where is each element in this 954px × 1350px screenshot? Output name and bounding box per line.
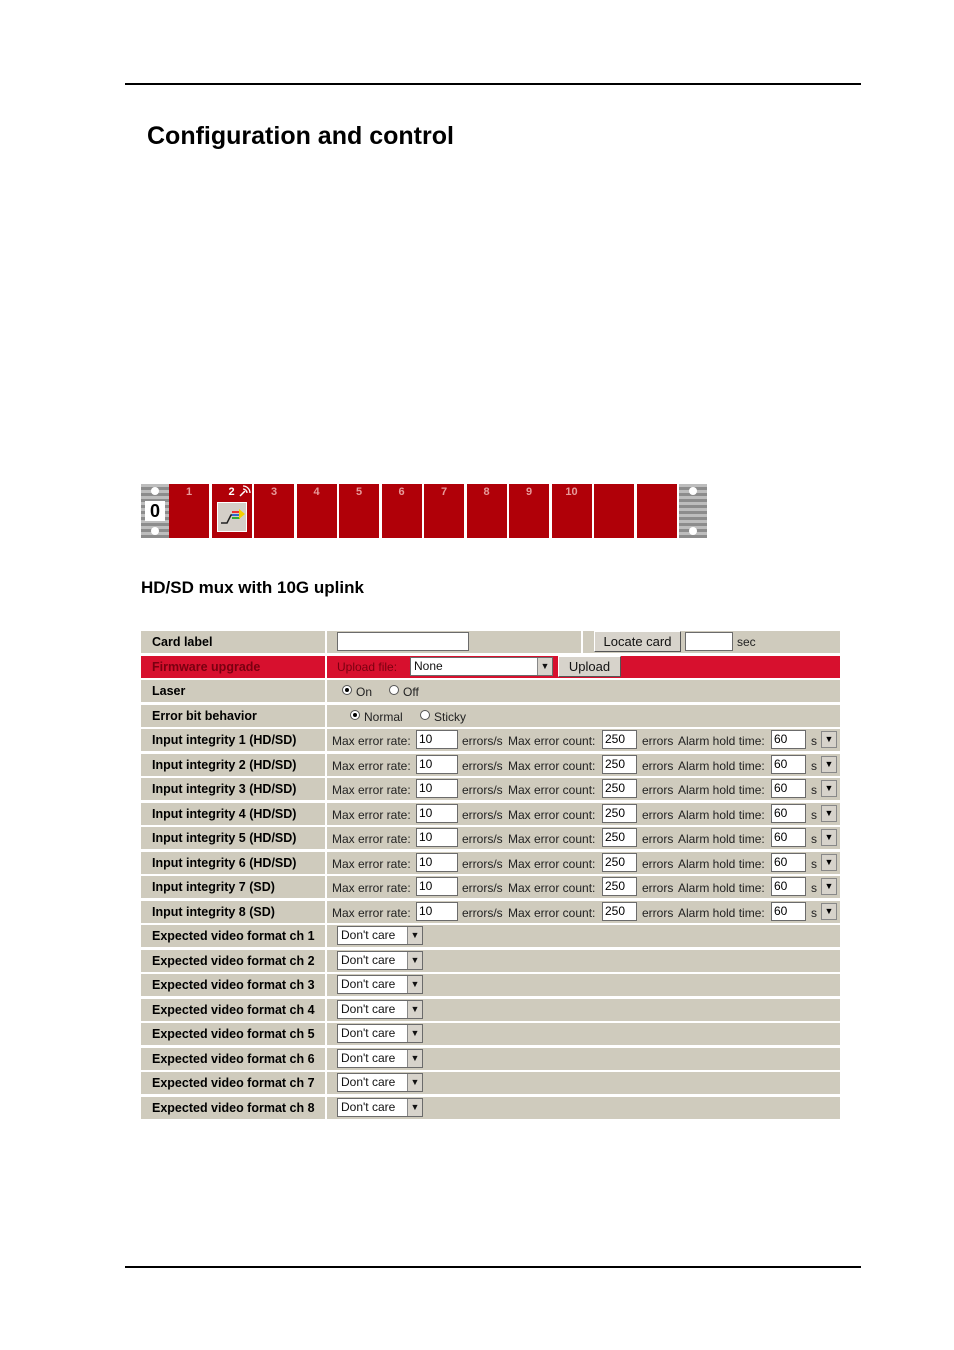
max-error-rate-input[interactable]: 10 (416, 828, 458, 847)
locate-seconds-input[interactable] (685, 632, 733, 651)
alarm-hold-time-input[interactable]: 60 (771, 902, 806, 921)
chassis-number: 0 (145, 501, 165, 521)
error-bit-label: Error bit behavior (141, 705, 325, 727)
video-format-select[interactable]: Don't care ▼ (337, 1000, 423, 1019)
error-bit-sticky-radio[interactable] (420, 710, 430, 720)
chassis-left-ear (141, 484, 169, 538)
expected-video-format-label: Expected video format ch 8 (141, 1097, 325, 1119)
expected-video-format-label: Expected video format ch 6 (141, 1048, 325, 1070)
expected-video-format-label: Expected video format ch 4 (141, 999, 325, 1021)
laser-label: Laser (141, 680, 325, 702)
errors-per-s-unit: errors/s (462, 905, 503, 920)
video-format-select[interactable]: Don't care ▼ (337, 1049, 423, 1068)
max-error-rate-label: Max error rate: (332, 905, 411, 920)
chassis-right-ear (679, 484, 707, 538)
max-error-count-input[interactable]: 250 (602, 779, 637, 798)
upload-file-label: Upload file: (337, 659, 398, 674)
errors-per-s-unit: errors/s (462, 758, 503, 773)
errors-per-s-unit: errors/s (462, 783, 503, 797)
seconds-unit: s (811, 832, 817, 846)
laser-off-label: Off (403, 685, 419, 699)
chevron-down-icon[interactable]: ▼ (821, 780, 837, 797)
error-bit-row (141, 704, 841, 729)
input-integrity-label: Input integrity 2 (HD/SD) (141, 754, 325, 776)
errors-unit: errors (642, 783, 674, 797)
chevron-down-icon[interactable]: ▼ (821, 854, 837, 871)
chevron-down-icon: ▼ (407, 952, 422, 969)
chassis-slot[interactable] (467, 484, 507, 538)
slot-number: 10 (565, 486, 578, 498)
alarm-hold-time-input[interactable]: 60 (771, 779, 806, 798)
seconds-unit: s (811, 783, 817, 797)
expected-video-format-row (141, 1071, 841, 1096)
input-integrity-row (141, 753, 841, 778)
expected-video-format-label: Expected video format ch 1 (141, 925, 325, 947)
alarm-hold-time-label: Alarm hold time: (678, 856, 765, 871)
laser-on-radio[interactable] (342, 685, 352, 695)
max-error-count-label: Max error count: (508, 832, 596, 846)
input-integrity-label: Input integrity 6 (HD/SD) (141, 852, 325, 874)
chevron-down-icon[interactable]: ▼ (821, 756, 837, 773)
input-integrity-label: Input integrity 4 (HD/SD) (141, 803, 325, 825)
bottom-rule (125, 1266, 861, 1268)
slot-number: 8 (483, 486, 490, 498)
errors-unit: errors (642, 881, 674, 895)
max-error-count-input[interactable]: 250 (602, 755, 637, 774)
max-error-count-label: Max error count: (508, 905, 596, 920)
locate-card-button[interactable]: Locate card (594, 631, 681, 652)
expected-video-format-row (141, 1096, 841, 1121)
expected-video-format-row (141, 998, 841, 1023)
slot-number: 5 (355, 486, 363, 498)
video-format-select[interactable]: Don't care ▼ (337, 1024, 423, 1043)
error-bit-sticky-label: Sticky (434, 709, 467, 724)
video-format-select[interactable]: Don't care ▼ (337, 926, 423, 945)
chevron-down-icon: ▼ (407, 1074, 422, 1091)
expected-video-format-row (141, 949, 841, 974)
alarm-hold-time-label: Alarm hold time: (678, 832, 765, 846)
chevron-down-icon[interactable]: ▼ (821, 731, 837, 748)
chevron-down-icon: ▼ (407, 1099, 422, 1116)
chevron-down-icon[interactable]: ▼ (821, 903, 837, 920)
input-integrity-row (141, 826, 841, 851)
alarm-hold-time-label: Alarm hold time: (678, 905, 765, 920)
slot-number: 9 (525, 486, 533, 498)
max-error-count-input[interactable]: 250 (602, 804, 637, 823)
max-error-count-label: Max error count: (508, 783, 596, 797)
max-error-rate-input[interactable]: 10 (416, 755, 458, 774)
chassis-slot[interactable] (212, 484, 252, 538)
page-title: Configuration and control (147, 122, 454, 150)
config-table (141, 630, 841, 1120)
chevron-down-icon: ▼ (407, 1001, 422, 1018)
seconds-unit: s (811, 905, 817, 920)
error-bit-normal-label: Normal (364, 709, 403, 724)
slot-number: 1 (185, 486, 193, 498)
alarm-hold-time-input[interactable]: 60 (771, 877, 806, 896)
laser-off-radio[interactable] (389, 685, 399, 695)
max-error-count-label: Max error count: (508, 807, 596, 822)
chevron-down-icon: ▼ (407, 1050, 422, 1067)
max-error-count-input[interactable]: 250 (602, 877, 637, 896)
input-integrity-row (141, 875, 841, 900)
errors-unit: errors (642, 807, 674, 822)
alarm-hold-time-input[interactable]: 60 (771, 804, 806, 823)
errors-unit: errors (642, 905, 674, 920)
expected-video-format-label: Expected video format ch 5 (141, 1023, 325, 1045)
input-integrity-label: Input integrity 8 (SD) (141, 901, 325, 923)
laser-row (141, 679, 841, 704)
alarm-hold-time-input[interactable]: 60 (771, 828, 806, 847)
video-format-select[interactable]: Don't care ▼ (337, 1098, 423, 1117)
errors-unit: errors (642, 856, 674, 871)
expected-video-format-row (141, 1022, 841, 1047)
input-integrity-label: Input integrity 5 (HD/SD) (141, 827, 325, 849)
alarm-hold-time-input[interactable]: 60 (771, 730, 806, 749)
alarm-hold-time-label: Alarm hold time: (678, 881, 765, 895)
chassis-slot[interactable] (297, 484, 337, 538)
chevron-down-icon: ▼ (537, 658, 552, 675)
max-error-rate-input[interactable]: 10 (416, 730, 458, 749)
input-integrity-row (141, 851, 841, 876)
expected-video-format-label: Expected video format ch 3 (141, 974, 325, 996)
video-format-select[interactable]: Don't care ▼ (337, 951, 423, 970)
chassis-slot[interactable] (169, 484, 209, 538)
input-integrity-row (141, 802, 841, 827)
chassis-slot[interactable] (339, 484, 379, 538)
max-error-count-label: Max error count: (508, 758, 596, 773)
chassis-slot[interactable] (637, 484, 677, 538)
slot-number: 6 (398, 486, 405, 498)
chassis-view (141, 484, 707, 538)
max-error-rate-label: Max error rate: (332, 807, 411, 822)
seconds-unit: s (811, 734, 817, 748)
input-integrity-label: Input integrity 7 (SD) (141, 876, 325, 898)
max-error-count-input[interactable]: 250 (602, 853, 637, 872)
errors-per-s-unit: errors/s (462, 856, 503, 871)
input-integrity-row (141, 777, 841, 802)
card-label-input[interactable] (337, 632, 469, 651)
input-integrity-label: Input integrity 1 (HD/SD) (141, 729, 325, 751)
seconds-unit: s (811, 758, 817, 773)
max-error-rate-input[interactable]: 10 (416, 853, 458, 872)
chassis-slot[interactable] (424, 484, 464, 538)
max-error-count-label: Max error count: (508, 856, 596, 871)
card-label-label: Card label (141, 631, 325, 653)
input-integrity-label: Input integrity 3 (HD/SD) (141, 778, 325, 800)
chassis-slot[interactable] (382, 484, 422, 538)
errors-per-s-unit: errors/s (462, 807, 503, 822)
expected-video-format-row (141, 924, 841, 949)
max-error-rate-label: Max error rate: (332, 734, 411, 748)
alarm-hold-time-label: Alarm hold time: (678, 758, 765, 773)
seconds-unit: s (811, 856, 817, 871)
alarm-hold-time-label: Alarm hold time: (678, 783, 765, 797)
laser-on-label: On (356, 685, 373, 699)
seconds-unit: s (811, 881, 817, 895)
slot-number: 4 (313, 486, 320, 498)
card-label-row (141, 630, 841, 655)
section-title: HD/SD mux with 10G uplink (141, 578, 364, 597)
chassis-slot[interactable] (594, 484, 634, 538)
max-error-rate-input[interactable]: 10 (416, 804, 458, 823)
slot-number: 3 (270, 486, 278, 498)
wireless-icon (239, 484, 251, 502)
firmware-row (141, 655, 841, 680)
slot-number: 2 (228, 486, 235, 498)
video-format-select[interactable]: Don't care ▼ (337, 1073, 423, 1092)
max-error-rate-input[interactable]: 10 (416, 902, 458, 921)
errors-per-s-unit: errors/s (462, 832, 503, 846)
upload-button[interactable]: Upload (558, 656, 621, 677)
expected-video-format-label: Expected video format ch 7 (141, 1072, 325, 1094)
errors-unit: errors (642, 734, 674, 748)
chevron-down-icon: ▼ (407, 1025, 422, 1042)
alarm-hold-time-label: Alarm hold time: (678, 807, 765, 822)
chassis-slot[interactable] (552, 484, 592, 538)
max-error-rate-input[interactable]: 10 (416, 779, 458, 798)
video-format-select[interactable]: Don't care ▼ (337, 975, 423, 994)
chevron-down-icon: ▼ (407, 976, 422, 993)
firmware-file-select[interactable]: None ▼ (410, 657, 553, 676)
input-integrity-row (141, 728, 841, 753)
top-rule (125, 83, 861, 85)
alarm-hold-time-input[interactable]: 60 (771, 755, 806, 774)
expected-video-format-label: Expected video format ch 2 (141, 950, 325, 972)
chassis-slot[interactable] (509, 484, 549, 538)
expected-video-format-row (141, 973, 841, 998)
chevron-down-icon[interactable]: ▼ (821, 878, 837, 895)
alarm-hold-time-input[interactable]: 60 (771, 853, 806, 872)
seconds-unit: s (811, 807, 817, 822)
max-error-count-input[interactable]: 250 (602, 902, 637, 921)
max-error-count-input[interactable]: 250 (602, 828, 637, 847)
chevron-down-icon: ▼ (407, 927, 422, 944)
max-error-rate-input[interactable]: 10 (416, 877, 458, 896)
max-error-rate-label: Max error rate: (332, 856, 411, 871)
alarm-hold-time-label: Alarm hold time: (678, 734, 765, 748)
max-error-count-label: Max error count: (508, 734, 596, 748)
max-error-rate-label: Max error rate: (332, 881, 411, 895)
chevron-down-icon[interactable]: ▼ (821, 829, 837, 846)
max-error-rate-label: Max error rate: (332, 832, 411, 846)
max-error-rate-label: Max error rate: (332, 783, 411, 797)
expected-video-format-row (141, 1047, 841, 1072)
errors-unit: errors (642, 832, 674, 846)
mux-card-icon[interactable] (217, 502, 247, 532)
max-error-rate-label: Max error rate: (332, 758, 411, 773)
chevron-down-icon[interactable]: ▼ (821, 805, 837, 822)
errors-unit: errors (642, 758, 674, 773)
errors-per-s-unit: errors/s (462, 881, 503, 895)
chassis-slot[interactable] (254, 484, 294, 538)
firmware-label: Firmware upgrade (141, 656, 325, 678)
error-bit-normal-radio[interactable] (350, 710, 360, 720)
sec-unit: sec (737, 635, 756, 649)
errors-per-s-unit: errors/s (462, 734, 503, 748)
slot-number: 7 (440, 486, 448, 498)
input-integrity-row (141, 900, 841, 925)
max-error-count-input[interactable]: 250 (602, 730, 637, 749)
max-error-count-label: Max error count: (508, 881, 596, 895)
